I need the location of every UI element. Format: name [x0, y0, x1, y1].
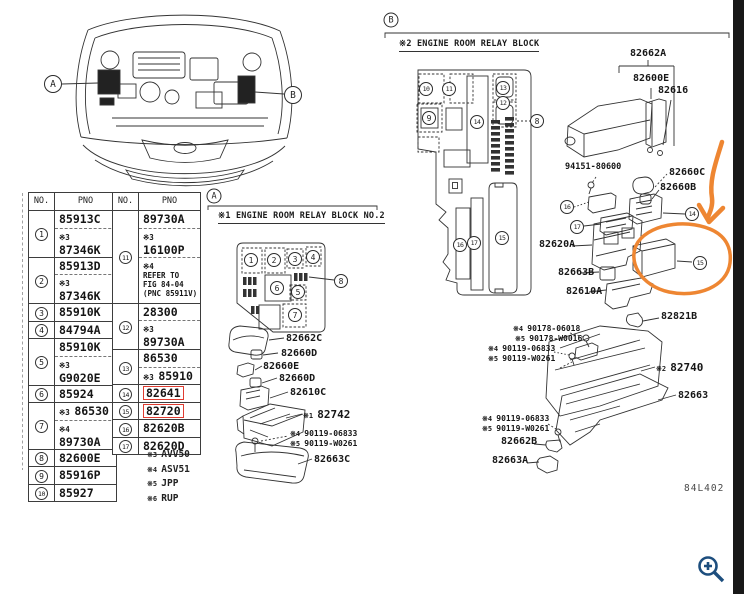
footnote: ※3 AVV50	[147, 449, 190, 460]
callout-13: 13	[496, 81, 510, 95]
table-row	[113, 303, 201, 321]
part-number-cell: ※4 REFER TO FIG 84-04 (PNC 85911V)	[139, 257, 201, 303]
part-label-90119-W0261: ※5 90119-W0261	[488, 354, 556, 363]
relay-block-diagram	[417, 70, 531, 295]
row-number: 3	[35, 307, 48, 320]
footnote: ※5 JPP	[147, 478, 179, 489]
row-number-cell	[29, 339, 55, 386]
part-label-82662A: 82662A	[630, 48, 667, 59]
section-a-title: ※1 ENGINE ROOM RELAY BLOCK NO.2	[218, 211, 385, 224]
part-label-82662B: 82662B	[501, 436, 538, 447]
row-number: 12	[119, 321, 132, 334]
row-number: 14	[119, 388, 132, 401]
part-label-82662C: 82662C	[286, 333, 323, 344]
callout-3: 3	[288, 252, 302, 266]
table-row	[29, 467, 117, 485]
part-number-cell: 84794A	[55, 321, 117, 339]
row-number-cell	[113, 211, 139, 304]
part-number-cell: ※3 87346K	[55, 275, 117, 304]
row-number-cell	[29, 449, 55, 467]
callout-10: 10	[419, 82, 433, 96]
part-label-82610A: 82610A	[566, 286, 603, 297]
part-label-82660D: 82660D	[279, 373, 316, 384]
callout-8: 8	[334, 274, 348, 288]
row-number-cell	[113, 350, 139, 385]
callout-14: 14	[685, 207, 699, 221]
part-number-cell: 89730A	[139, 211, 201, 229]
column-header: PNO	[139, 193, 201, 211]
highlighted-part-number: 82720	[143, 404, 184, 418]
row-number-cell	[29, 321, 55, 339]
part-number-cell: 82620D	[139, 437, 201, 455]
part-label-82663: 82663	[678, 390, 709, 401]
callout-15: 15	[693, 256, 707, 270]
callout-2: 2	[267, 253, 281, 267]
parts-table-right	[112, 192, 201, 455]
callout-5: 5	[291, 285, 305, 299]
row-number: 7	[35, 420, 48, 433]
row-number: 6	[35, 388, 48, 401]
relay-block-b-silhouette	[238, 76, 255, 103]
callout-A: A	[44, 75, 62, 93]
row-number: 8	[35, 452, 48, 465]
section-a-bracket	[208, 206, 377, 210]
part-label-90178-W0016: ※5 90178-W0016	[515, 334, 583, 343]
part-number-cell: 86530	[139, 350, 201, 368]
part-label-82821B: 82821B	[661, 311, 698, 322]
figure-code: 84L402	[684, 483, 725, 494]
part-number-cell: 85927	[55, 484, 117, 502]
callout-1: 1	[244, 253, 258, 267]
callout-11: 11	[442, 82, 456, 96]
column-header: PNO	[55, 193, 117, 211]
part-label-82663A: 82663A	[492, 455, 529, 466]
row-number-cell	[29, 403, 55, 450]
row-number-cell	[113, 385, 139, 403]
part-number-cell: 82620B	[139, 420, 201, 438]
callout-A: A	[207, 189, 222, 204]
part-label-90178-06018: ※4 90178-06018	[513, 324, 581, 333]
footnote: ※4 ASV51	[147, 463, 190, 475]
part-label-82616: 82616	[658, 85, 689, 96]
row-number-cell	[29, 211, 55, 258]
parts-table	[112, 192, 201, 455]
parts-table-left	[28, 192, 117, 502]
part-label-82660B: 82660B	[660, 182, 697, 193]
table-row	[29, 321, 117, 339]
row-number-cell	[29, 257, 55, 304]
highlighted-part-number: 82641	[143, 386, 184, 400]
part-label-82660D: 82660D	[281, 348, 318, 359]
callout-17: 17	[570, 220, 584, 234]
part-number-cell: 85913D	[55, 257, 117, 275]
relay-block-a-silhouette	[98, 70, 120, 94]
part-label-82610C: 82610C	[290, 387, 327, 398]
callout-12: 12	[496, 96, 510, 110]
engine-bay-drawing	[62, 15, 292, 186]
column-header: NO.	[113, 193, 139, 211]
table-row	[29, 449, 117, 467]
part-label-82660C: 82660C	[669, 167, 706, 178]
callout-16: 16	[453, 238, 467, 252]
part-number-cell: 85924	[55, 385, 117, 403]
part-label-82742: ※1 82742	[303, 408, 351, 421]
right-edge-strip	[733, 0, 744, 594]
callout-15: 15	[495, 231, 509, 245]
part-number-cell: ※3 16100P	[139, 228, 201, 257]
row-number-cell	[29, 385, 55, 403]
row-number: 1	[35, 228, 48, 241]
row-number: 10	[35, 487, 48, 500]
table-row	[29, 304, 117, 322]
zoom-in-icon[interactable]	[694, 552, 728, 592]
part-number-cell: 85910K	[55, 339, 117, 357]
part-number-cell: 85913C	[55, 211, 117, 229]
table-footnotes	[147, 449, 190, 507]
part-label-90119-06833: ※4 90119-06833	[290, 429, 358, 438]
part-number-cell: 28300	[139, 303, 201, 321]
part-number-cell: 85910K	[55, 304, 117, 322]
part-number-cell: ※3 G9020E	[55, 356, 117, 385]
table-row	[29, 403, 117, 421]
callout-B: B	[284, 86, 302, 104]
part-number-cell: 85916P	[55, 467, 117, 485]
part-label-90119-W0261: ※5 90119-W0261	[482, 424, 550, 433]
table-row	[29, 339, 117, 357]
part-label-82663C: 82663C	[314, 454, 351, 465]
exploded-view-right	[527, 60, 692, 473]
part-label-82663B: 82663B	[558, 267, 595, 278]
callout-6: 6	[270, 281, 284, 295]
table-row	[29, 257, 117, 275]
row-number-cell	[113, 420, 139, 438]
part-number-cell: ※3 89730A	[139, 321, 201, 350]
section-b-title: ※2 ENGINE ROOM RELAY BLOCK	[399, 39, 539, 52]
table-row	[113, 402, 201, 420]
row-number-cell	[29, 467, 55, 485]
table-row	[113, 420, 201, 438]
part-number-cell: 82600E	[55, 449, 117, 467]
callout-16: 16	[560, 200, 574, 214]
annotation-arrow	[708, 142, 722, 217]
row-number: 2	[35, 275, 48, 288]
part-label-90119-06833: ※4 90119-06833	[482, 414, 550, 423]
parts-table	[28, 192, 117, 502]
callout-17: 17	[467, 236, 481, 250]
part-number-cell	[139, 402, 201, 420]
row-number-cell	[113, 303, 139, 350]
row-number-cell	[29, 484, 55, 502]
callout-B: B	[384, 13, 399, 28]
part-label-82660E: 82660E	[263, 361, 300, 372]
part-label-90119-06833: ※4 90119-06833	[488, 344, 556, 353]
table-row	[29, 484, 117, 502]
section-b-bracket	[385, 33, 729, 38]
part-label-82600E: 82600E	[633, 73, 670, 84]
annotation-circle	[634, 224, 730, 294]
part-label-82740: ※2 82740	[656, 361, 704, 374]
footnote: ※6 RUP	[147, 492, 179, 504]
row-number: 15	[119, 405, 132, 418]
table-row	[113, 211, 201, 229]
row-number: 5	[35, 356, 48, 369]
part-label-90119-W0261: ※5 90119-W0261	[290, 439, 358, 448]
row-number: 4	[35, 324, 48, 337]
table-row	[29, 211, 117, 229]
row-number: 17	[119, 440, 132, 453]
row-number-cell	[29, 304, 55, 322]
table-row	[29, 385, 117, 403]
part-number-cell: ※3 85910	[139, 367, 201, 385]
row-number: 16	[119, 423, 132, 436]
part-number-cell: ※3 87346K	[55, 228, 117, 257]
part-label-82620A: 82620A	[539, 239, 576, 250]
row-number: 9	[35, 470, 48, 483]
table-row	[113, 350, 201, 368]
callout-4: 4	[306, 250, 320, 264]
callout-9: 9	[422, 111, 436, 125]
part-number-cell: ※4 89730A	[55, 420, 117, 449]
callout-7: 7	[288, 308, 302, 322]
column-header: NO.	[29, 193, 55, 211]
table-row	[113, 385, 201, 403]
part-label-94151-80600: 94151-80600	[565, 162, 622, 172]
callout-8: 8	[530, 114, 544, 128]
row-number-cell	[113, 437, 139, 455]
part-number-cell: ※3 86530	[55, 403, 117, 421]
row-number: 11	[119, 251, 132, 264]
part-number-cell	[139, 385, 201, 403]
row-number-cell	[113, 402, 139, 420]
row-number: 13	[119, 362, 132, 375]
callout-14: 14	[470, 115, 484, 129]
